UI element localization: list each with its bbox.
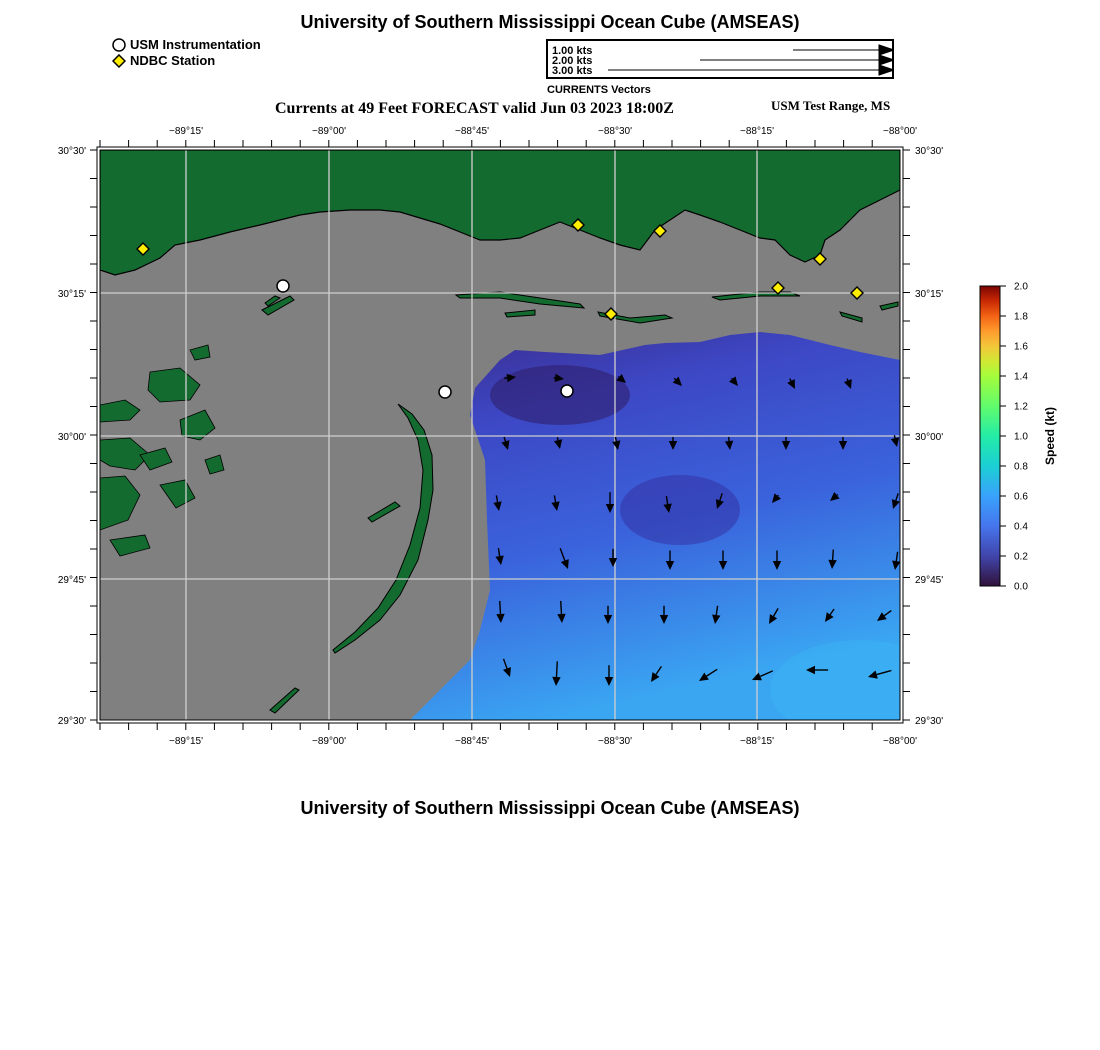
- usm-instrument-marker[interactable]: [561, 385, 573, 397]
- colorbar-tick-label: 2.0: [1014, 281, 1028, 293]
- lat-tick-label: 30°00': [915, 432, 944, 443]
- lon-tick-label: −88°00': [883, 126, 917, 137]
- footer-title: University of Southern Mississippi Ocean Cube (AMSEAS): [300, 798, 800, 818]
- colorbar-tick-label: 1.4: [1014, 371, 1028, 383]
- region-label: USM Test Range, MS: [771, 98, 891, 113]
- lon-tick-label: −88°30': [598, 126, 632, 137]
- lon-tick-label: −88°30': [598, 736, 632, 747]
- current-vector-shaft: [833, 550, 834, 561]
- lon-tick-label: −89°15': [169, 736, 203, 747]
- vector-legend-caption: CURRENTS Vectors: [547, 84, 651, 96]
- current-vector-shaft: [847, 379, 848, 381]
- lat-tick-label: 30°30': [915, 146, 944, 157]
- vector-legend-entry: 1.00 kts: [552, 45, 593, 57]
- colorbar-ramp: [980, 286, 1000, 586]
- colorbar-tick-label: 1.6: [1014, 341, 1028, 353]
- slow-current-zone: [620, 475, 740, 545]
- current-vector-shaft: [500, 601, 501, 614]
- colorbar-tick-label: 0.6: [1014, 491, 1028, 503]
- current-vector-shaft: [618, 377, 619, 378]
- lon-tick-label: −88°15': [740, 126, 774, 137]
- lat-tick-label: 30°15': [915, 289, 944, 300]
- current-vector-shaft: [894, 435, 895, 438]
- current-vector-shaft: [837, 495, 838, 496]
- lon-tick-label: −89°00': [312, 126, 346, 137]
- lon-tick-label: −88°45': [455, 126, 489, 137]
- colorbar-tick-label: 1.8: [1014, 311, 1028, 323]
- lon-tick-label: −89°15': [169, 126, 203, 137]
- slow-current-zone: [490, 365, 630, 425]
- colorbar-tick-label: 0.0: [1014, 581, 1028, 593]
- lon-tick-label: −88°15': [740, 736, 774, 747]
- vector-legend-entry: 3.00 kts: [552, 65, 593, 77]
- legend-usm-label: USM Instrumentation: [130, 37, 261, 52]
- lat-tick-label: 29°45': [57, 575, 86, 586]
- lat-tick-label: 30°15': [57, 289, 86, 300]
- lat-tick-label: 29°30': [57, 716, 86, 727]
- lat-tick-label: 29°30': [915, 716, 944, 727]
- map-subtitle: Currents at 49 Feet FORECAST valid Jun 03 2023 18:00Z: [275, 100, 674, 117]
- usm-instrument-marker[interactable]: [439, 386, 451, 398]
- lon-tick-label: −88°00': [883, 736, 917, 747]
- current-vector-shaft: [557, 437, 558, 440]
- current-vector-shaft: [556, 661, 557, 677]
- legend-ndbc-label: NDBC Station: [130, 53, 216, 68]
- vector-legend-entry: 2.00 kts: [552, 55, 593, 67]
- colorbar-tick-label: 0.8: [1014, 461, 1028, 473]
- colorbar-tick-label: 0.4: [1014, 521, 1028, 533]
- speed-colorbar: [970, 278, 1080, 598]
- lat-tick-label: 29°45': [915, 575, 944, 586]
- colorbar-label: Speed (kt): [1043, 406, 1057, 466]
- page-title: University of Southern Mississippi Ocean Cube (AMSEAS): [300, 12, 800, 32]
- current-vector-shaft: [561, 601, 562, 614]
- usm-instrument-marker[interactable]: [277, 280, 289, 292]
- colorbar-tick-label: 0.2: [1014, 551, 1028, 563]
- colorbar-tick-label: 1.0: [1014, 431, 1028, 443]
- current-vector-shaft: [778, 495, 779, 496]
- lat-tick-label: 30°00': [57, 432, 86, 443]
- lon-tick-label: −88°45': [455, 736, 489, 747]
- lon-tick-label: −89°00': [312, 736, 346, 747]
- lat-tick-label: 30°30': [57, 146, 86, 157]
- current-vector-shaft: [732, 378, 733, 379]
- current-vector-shaft: [615, 437, 616, 441]
- colorbar-tick-label: 1.2: [1014, 401, 1028, 413]
